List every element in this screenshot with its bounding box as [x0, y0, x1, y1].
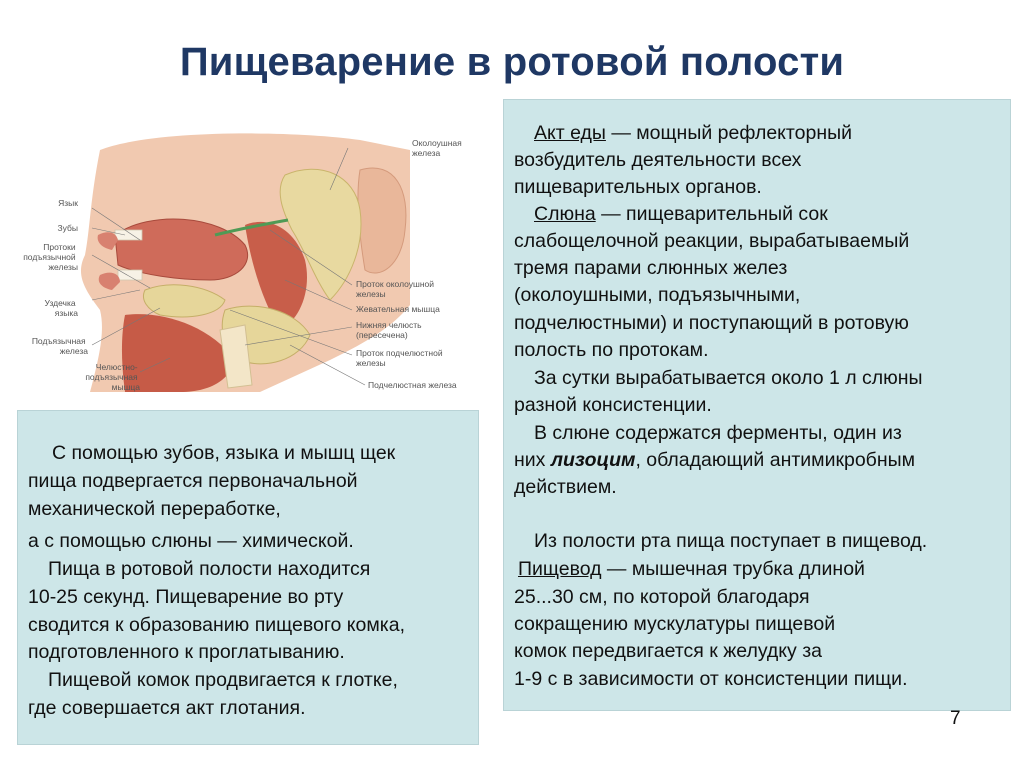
label-mylohyoid: Челюстно- подъязычная мышца — [85, 362, 140, 392]
right-line: тремя парами слюнных желез — [514, 257, 788, 279]
slide-title: Пищеварение в ротовой полости — [179, 40, 845, 84]
right-line — [514, 447, 915, 474]
left-line: сводится к образованию пищевого комка, — [28, 614, 405, 636]
label-frenulum: Уздечка языка — [44, 298, 78, 318]
left-line: подготовленного к проглатыванию. — [28, 641, 345, 663]
right-line: (околоушными, подъязычными, — [514, 284, 801, 306]
right-line: действием. — [514, 476, 617, 498]
right-line: сокращению мускулатуры пищевой — [514, 613, 836, 635]
right-line: возбудитель деятельности всех — [514, 149, 802, 171]
salivary-glands-illustration — [23, 130, 500, 405]
text-fragment: них — [514, 449, 551, 471]
label-submandibular-gland: Подчелюстная железа — [368, 380, 457, 390]
term-saliva: Слюна — [534, 203, 596, 225]
left-line: пища подвергается первоначальной — [28, 470, 358, 492]
head-anatomy-drawing — [23, 130, 500, 405]
right-line: За сутки вырабатывается около 1 л слюны — [534, 367, 923, 389]
text-fragment: — пищеварительный сок — [595, 203, 828, 225]
label-parotid-duct: Проток околоушной железы — [356, 279, 434, 299]
left-text-panel — [17, 410, 479, 745]
right-line: пищеварительных органов. — [514, 176, 762, 198]
term-lysozyme: лизоцим — [550, 449, 636, 471]
text-fragment: , обладающий антимикробным — [635, 449, 916, 471]
right-line — [534, 120, 852, 147]
right-line: полость по протокам. — [514, 339, 709, 361]
label-masseter: Жевательная мышца — [356, 304, 440, 314]
term-eating-act: Акт еды — [534, 122, 606, 144]
left-line: Пища в ротовой полости находится — [48, 558, 371, 580]
right-line: Из полости рта пища поступает в пищевод. — [534, 530, 928, 552]
right-line: подчелюстными) и поступающий в ротовую — [514, 312, 909, 334]
right-line: В слюне содержатся ферменты, один из — [534, 422, 902, 444]
left-line: механической переработке, — [28, 498, 281, 520]
label-mandible: Нижняя челюсть (пересечена) — [356, 320, 422, 340]
right-line: 1-9 с в зависимости от консистенции пищи. — [514, 668, 908, 690]
label-sublingual-gland: Подъязычная железа — [31, 336, 88, 356]
text-fragment: — мышечная трубка длиной — [601, 558, 865, 580]
left-line: 10-25 секунд. Пищеварение во рту — [28, 586, 344, 608]
right-line: 25...30 см, по которой благодаря — [514, 586, 810, 608]
right-line: разной консистенции. — [514, 394, 712, 416]
right-line — [518, 556, 865, 583]
label-submandibular-duct: Проток подчелюстной железы — [356, 348, 443, 368]
right-line: слабощелочной реакции, вырабатываемый — [514, 230, 910, 252]
left-line: а с помощью слюны — химической. — [28, 530, 354, 552]
label-tongue: Язык — [58, 198, 78, 208]
text-fragment: — мощный рефлекторный — [605, 122, 853, 144]
term-esophagus: Пищевод — [518, 558, 602, 580]
right-text-panel — [503, 99, 1011, 711]
left-line: С помощью зубов, языка и мышц щек — [52, 442, 396, 464]
left-line: где совершается акт глотания. — [28, 697, 306, 719]
page-number: 7 — [950, 708, 961, 729]
label-teeth: Зубы — [57, 223, 78, 233]
right-line: комок передвигается к желудку за — [514, 640, 823, 662]
left-line: Пищевой комок продвигается к глотке, — [48, 669, 398, 691]
label-sublingual-ducts: Протоки подъязычной железы — [23, 242, 78, 272]
right-line — [534, 201, 828, 228]
label-parotid-gland: Околоушная железа — [412, 138, 462, 158]
